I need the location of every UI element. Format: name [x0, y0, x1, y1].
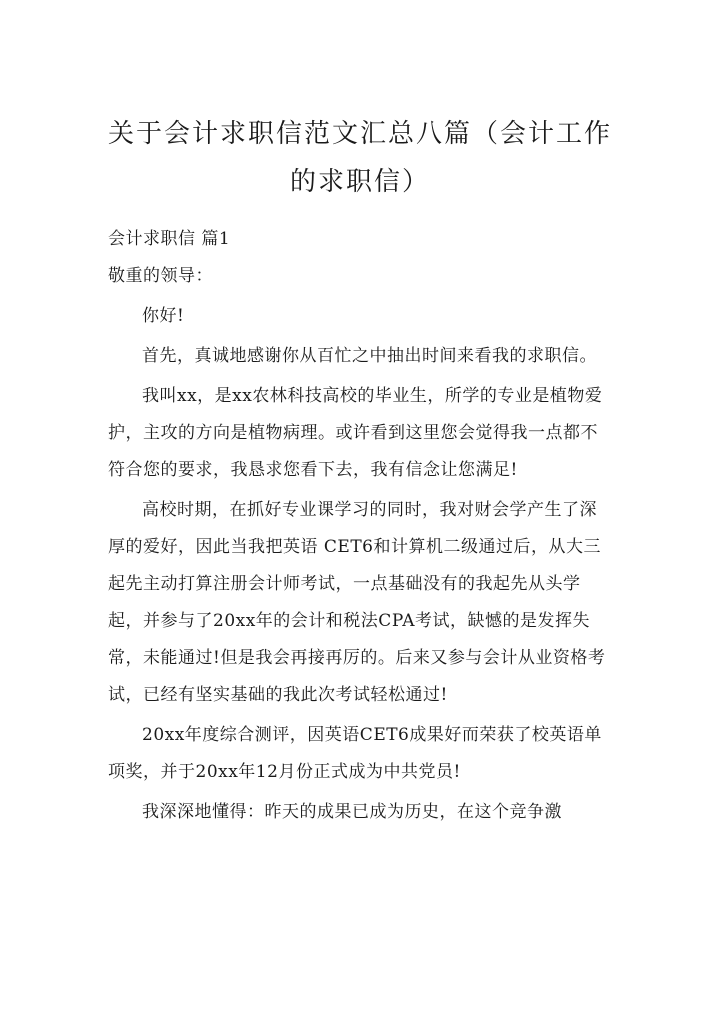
document-title: 关于会计求职信范文汇总八篇（会计工作的求职信）	[108, 119, 613, 197]
paragraph: 我叫xx，是xx农林科技高校的毕业生，所学的专业是植物爱护，主攻的方向是植物病理。或许看到这里您会觉得我一点都不符合您的要求，我恳求您看下去，我有信念让您满足!	[108, 386, 603, 480]
paragraph: 我深深地懂得：昨天的成果已成为历史，在这个竞争激	[142, 802, 562, 822]
paragraph: 高校时期，在抓好专业课学习的同时，我对财会学产生了深厚的爱好，因此当我把英语 CET6和计算机二级通过后，从大三起先主动打算注册会计师考试，一点基础没有的我起先从头学起，并参与了20xx年的会计和税法CPA考试，缺憾的是发挥失常，未能通过!但是我会再接再厉的。后来又参与会计从业资格考试，已经有坚实基础的我此次考试轻松通过!	[108, 500, 606, 705]
paragraph: 20xx年度综合测评，因英语CET6成果好而荣获了校英语单项奖，并于20xx年12月份正式成为中共党员!	[108, 725, 602, 782]
paragraph: 首先，真诚地感谢你从百忙之中抽出时间来看我的求职信。	[142, 346, 597, 366]
salutation: 敬重的领导：	[108, 266, 213, 286]
section-heading: 会计求职信 篇1	[108, 229, 231, 249]
greeting: 你好!	[142, 306, 185, 326]
document-body	[108, 221, 612, 831]
